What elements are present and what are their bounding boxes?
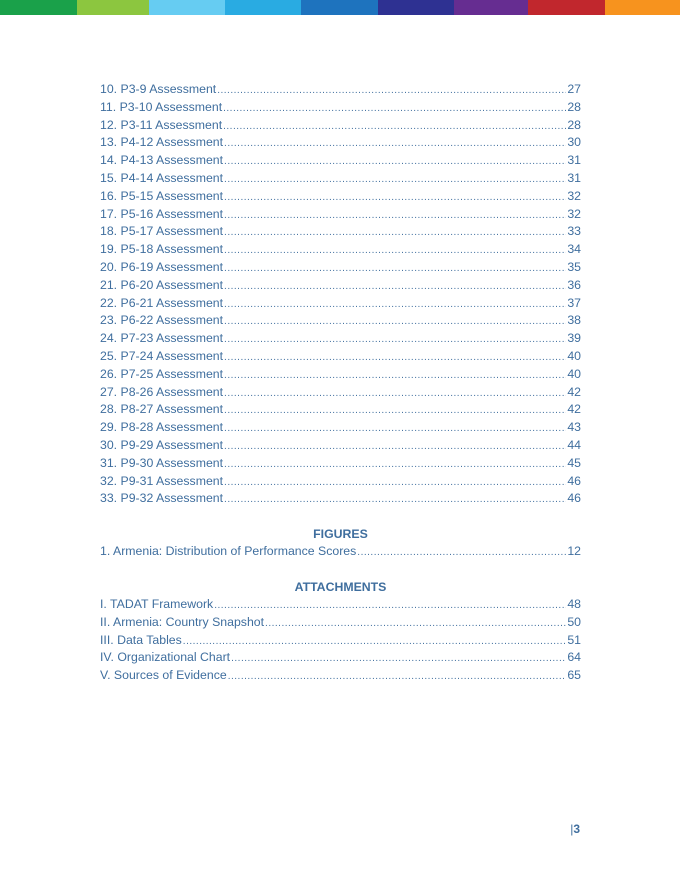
dot-leader	[224, 474, 566, 492]
dot-leader	[224, 385, 566, 403]
toc-entry[interactable]	[100, 455, 581, 473]
toc-entry-page: 45	[567, 455, 581, 470]
dot-leader	[224, 456, 566, 474]
stripe-segment	[605, 0, 680, 15]
toc-entry[interactable]	[100, 596, 581, 614]
dot-leader	[224, 402, 566, 420]
toc-entry[interactable]	[100, 134, 581, 152]
toc-entry-page: 35	[567, 259, 581, 274]
dot-leader	[224, 420, 566, 438]
toc-entry-page: 31	[567, 170, 581, 185]
toc-entry-label: 33. P9-32 Assessment	[100, 491, 224, 506]
toc-entry-label: V. Sources of Evidence	[100, 668, 227, 683]
toc-entry-label: 22. P6-21 Assessment	[100, 295, 224, 310]
toc-entry-page: 43	[567, 420, 581, 435]
toc-entry[interactable]	[100, 614, 581, 632]
toc-entry[interactable]	[100, 419, 581, 437]
toc-list	[100, 81, 581, 508]
toc-entry[interactable]	[100, 99, 581, 117]
dot-leader	[224, 313, 566, 331]
stripe-segment	[149, 0, 225, 15]
toc-entry-page: 51	[567, 632, 581, 647]
dot-leader	[224, 296, 566, 314]
dot-leader	[231, 650, 566, 668]
toc-entry[interactable]	[100, 152, 581, 170]
toc-entry-page: 38	[567, 313, 581, 328]
stripe-segment	[528, 0, 605, 15]
toc-entry-page: 27	[567, 82, 581, 96]
table-of-contents	[100, 81, 581, 685]
toc-entry[interactable]	[100, 473, 581, 491]
toc-entry[interactable]	[100, 348, 581, 366]
dot-leader	[217, 82, 566, 100]
toc-entry-label: 25. P7-24 Assessment	[100, 348, 224, 363]
toc-entry[interactable]	[100, 366, 581, 384]
stripe-segment	[225, 0, 301, 15]
toc-entry-page: 28	[567, 99, 581, 114]
toc-entry[interactable]	[100, 384, 581, 402]
dot-leader	[223, 100, 566, 118]
toc-entry[interactable]	[100, 649, 581, 667]
toc-entry-page: 46	[567, 473, 581, 488]
toc-entry[interactable]	[100, 632, 581, 650]
toc-entry-page: 46	[567, 491, 581, 506]
toc-entry-page: 36	[567, 277, 581, 292]
toc-entry-label: III. Data Tables	[100, 632, 182, 647]
toc-entry[interactable]	[100, 223, 581, 241]
dot-leader	[183, 633, 567, 651]
dot-leader	[224, 260, 566, 278]
toc-entry[interactable]	[100, 81, 581, 99]
figures-heading: FIGURES	[313, 527, 368, 542]
toc-entry-label: 1. Armenia: Distribution of Performance Scores	[100, 544, 357, 559]
toc-entry[interactable]	[100, 259, 581, 277]
toc-entry-label: IV. Organizational Chart	[100, 650, 231, 665]
toc-entry-label: 12. P3-11 Assessment	[100, 117, 223, 132]
toc-entry[interactable]	[100, 170, 581, 188]
stripe-segment	[77, 0, 149, 15]
toc-entry-label: 18. P5-17 Assessment	[100, 224, 224, 239]
toc-entry[interactable]	[100, 401, 581, 419]
toc-entry-page: 42	[567, 402, 581, 417]
toc-entry[interactable]	[100, 295, 581, 313]
toc-entry-page: 42	[567, 384, 581, 399]
toc-entry-page: 65	[567, 668, 581, 683]
toc-entry-label: 24. P7-23 Assessment	[100, 331, 224, 346]
toc-entry-page: 37	[567, 295, 581, 310]
toc-entry-label: 11. P3-10 Assessment	[100, 99, 223, 114]
toc-entry[interactable]	[100, 312, 581, 330]
toc-entry-page: 39	[567, 331, 581, 346]
color-stripe	[0, 0, 680, 15]
attachments-heading: ATTACHMENTS	[294, 579, 387, 594]
toc-entry-page: 33	[567, 224, 581, 239]
footer-separator: |	[570, 822, 574, 836]
toc-entry[interactable]	[100, 117, 581, 135]
dot-leader	[224, 207, 566, 225]
dot-leader	[224, 135, 566, 153]
toc-entry[interactable]	[100, 667, 581, 685]
toc-entry-label: 13. P4-12 Assessment	[100, 135, 224, 150]
dot-leader	[224, 438, 566, 456]
dot-leader	[224, 491, 566, 509]
toc-entry[interactable]	[100, 206, 581, 224]
dot-leader	[228, 668, 567, 686]
toc-entry-label: 30. P9-29 Assessment	[100, 437, 224, 452]
toc-entry-page: 40	[567, 366, 581, 381]
toc-entry-label: 19. P5-18 Assessment	[100, 242, 224, 257]
toc-entry[interactable]	[100, 490, 581, 508]
dot-leader	[224, 171, 566, 189]
toc-entry-page: 64	[567, 650, 581, 665]
page-footer	[570, 822, 580, 836]
dot-leader	[224, 349, 566, 367]
toc-entry[interactable]	[100, 277, 581, 295]
toc-entry-label: 21. P6-20 Assessment	[100, 277, 224, 292]
toc-entry-label: I. TADAT Framework	[100, 596, 214, 611]
dot-leader	[224, 189, 566, 207]
toc-entry-page: 40	[567, 348, 581, 363]
toc-entry-label: 14. P4-13 Assessment	[100, 153, 224, 168]
toc-entry-label: 15. P4-14 Assessment	[100, 170, 224, 185]
dot-leader	[224, 278, 566, 296]
toc-entry-page: 28	[567, 117, 581, 132]
toc-entry[interactable]	[100, 188, 581, 206]
dot-leader	[224, 224, 566, 242]
dot-leader	[214, 597, 566, 615]
toc-entry-label: 26. P7-25 Assessment	[100, 366, 224, 381]
dot-leader	[357, 544, 566, 562]
toc-entry-page: 32	[567, 188, 581, 203]
toc-entry-label: 28. P8-27 Assessment	[100, 402, 224, 417]
toc-entry-label: 29. P8-28 Assessment	[100, 420, 224, 435]
toc-entry-label: 16. P5-15 Assessment	[100, 188, 224, 203]
toc-entry-page: 32	[567, 206, 581, 221]
toc-entry-page: 34	[567, 242, 581, 257]
toc-entry-label: 20. P6-19 Assessment	[100, 259, 224, 274]
toc-entry-label: II. Armenia: Country Snapshot	[100, 614, 265, 629]
dot-leader	[265, 615, 566, 633]
toc-entry[interactable]	[100, 437, 581, 455]
toc-entry-page: 48	[567, 596, 581, 611]
dot-leader	[224, 153, 566, 171]
stripe-segment	[378, 0, 454, 15]
dot-leader	[224, 367, 566, 385]
toc-entry-label: 32. P9-31 Assessment	[100, 473, 224, 488]
toc-entry[interactable]	[100, 241, 581, 259]
toc-entry[interactable]	[100, 543, 581, 561]
page-number: 3	[573, 822, 580, 836]
toc-entry-page: 50	[567, 614, 581, 629]
toc-entry[interactable]	[100, 330, 581, 348]
toc-entry-page: 12	[567, 544, 581, 559]
figures-list	[100, 543, 581, 561]
toc-entry-label: 23. P6-22 Assessment	[100, 313, 224, 328]
attachments-list	[100, 596, 581, 685]
toc-entry-label: 27. P8-26 Assessment	[100, 384, 224, 399]
stripe-segment	[301, 0, 378, 15]
dot-leader	[224, 242, 566, 260]
toc-entry-page: 30	[567, 135, 581, 150]
toc-entry-page: 31	[567, 153, 581, 168]
dot-leader	[224, 331, 566, 349]
toc-entry-label: 31. P9-30 Assessment	[100, 455, 224, 470]
toc-entry-label: 10. P3-9 Assessment	[100, 82, 217, 96]
stripe-segment	[454, 0, 528, 15]
dot-leader	[223, 118, 566, 136]
toc-entry-page: 44	[567, 437, 581, 452]
stripe-segment	[0, 0, 77, 15]
toc-entry-label: 17. P5-16 Assessment	[100, 206, 224, 221]
